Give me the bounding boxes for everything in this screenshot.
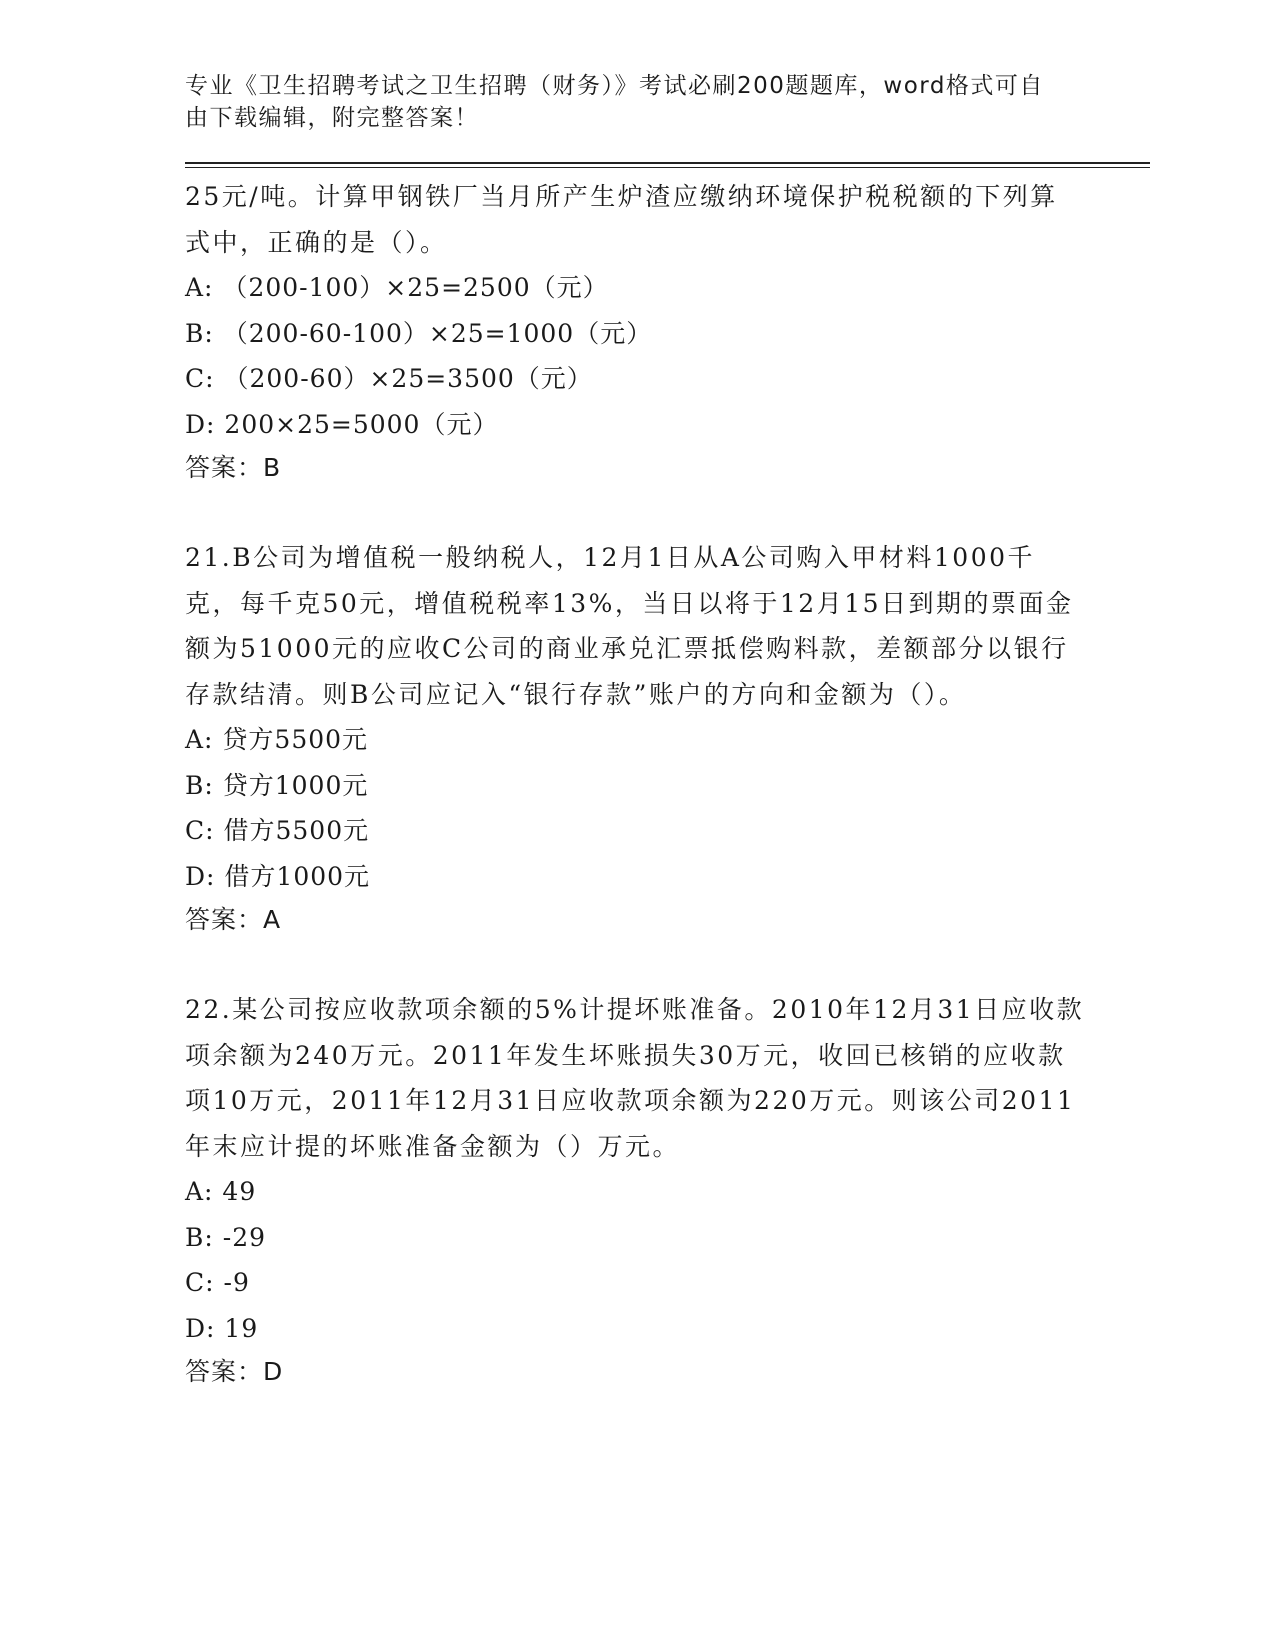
header-divider-thick	[185, 162, 1150, 164]
option-b: B: （200-60-100）×25=1000（元）	[185, 318, 653, 348]
question-list	[185, 174, 1150, 1393]
option-a: A: 贷方5500元	[185, 725, 369, 754]
question-item	[185, 535, 1150, 941]
question-text: 22.某公司按应收款项余额的5%计提坏账准备。2010年12月31日应收款项余额为240万元。2011年发生坏账损失30万元，收回已核销的应收款项10万元，2011年12月31日应收款项余额为220万元。则该公司2011年末应计提的坏账准备金额为（）万元。	[185, 995, 1085, 1161]
option-b: B: -29	[185, 1222, 266, 1252]
answer-text: 答案：A	[185, 905, 282, 934]
option-c: C: -9	[185, 1268, 250, 1297]
option-b: B: 贷方1000元	[185, 770, 369, 800]
question-item	[185, 174, 1150, 489]
option-list	[185, 717, 1150, 899]
answer-text: 答案：D	[185, 1357, 284, 1386]
option-a: A: （200-100）×25=2500（元）	[185, 273, 609, 302]
question-text: 21.B公司为增值税一般纳税人，12月1日从A公司购入甲材料1000千克，每千克50元，增值税税率13%，当日以将于12月15日到期的票面金额为51000元的应收C公司的商业承兑汇票抵偿购料款，差额部分以银行存款结清。则B公司应记入“银行存款”账户的方向和金额为（）。	[185, 543, 1074, 709]
document-header: 专业《卫生招聘考试之卫生招聘（财务）》考试必刷200题题库，word格式可自由下载编辑，附完整答案！	[185, 73, 1044, 131]
header-divider-thin	[185, 167, 1150, 168]
option-c: C: （200-60）×25=3500（元）	[185, 364, 593, 393]
option-list	[185, 1169, 1150, 1351]
question-item	[185, 987, 1150, 1393]
answer-text: 答案：B	[185, 453, 282, 482]
option-d: D: 19	[185, 1313, 259, 1343]
option-list	[185, 265, 1150, 447]
option-a: A: 49	[185, 1177, 257, 1206]
option-c: C: 借方5500元	[185, 816, 370, 845]
option-d: D: 200×25=5000（元）	[185, 409, 499, 439]
document-page	[185, 70, 1150, 1439]
question-text: 25元/吨。计算甲钢铁厂当月所产生炉渣应缴纳环境保护税税额的下列算式中，正确的是（）。	[185, 182, 1058, 257]
option-d: D: 借方1000元	[185, 861, 371, 891]
